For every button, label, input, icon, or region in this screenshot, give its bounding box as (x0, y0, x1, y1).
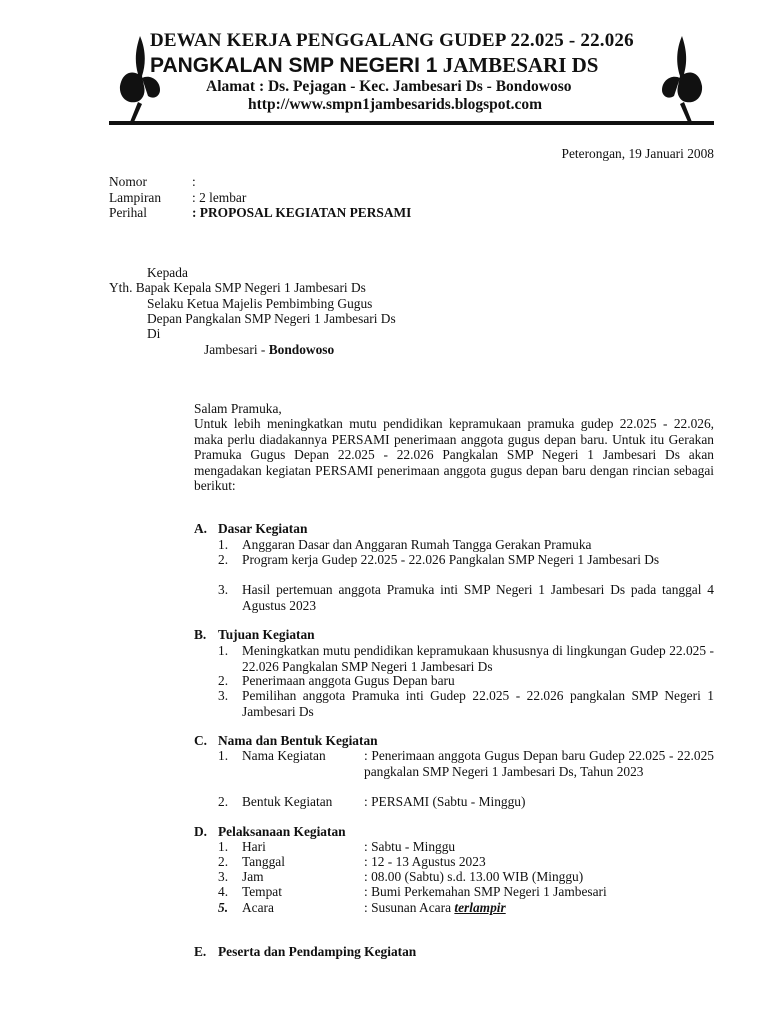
list-item-number: 2. (218, 552, 229, 567)
recipient-kepada: Kepada (147, 265, 188, 280)
list-item-text: Anggaran Dasar dan Anggaran Rumah Tangga Gerakan Pramuka (242, 537, 592, 552)
section-c-title (194, 733, 378, 749)
section-c-heading: Nama dan Bentuk Kegiatan (218, 733, 378, 748)
opening-paragraph: Untuk lebih meningkatkan mutu pendidikan kepramukaan pramuka gudep 22.025 - 22.026, maka perlu diadakannya PERSAMI penerimaan anggota gugus depan baru. Untuk itu Gerakan Pramuka Gugus Depan 22.025 - 22.026 Pangkalan SMP Negeri 1 Jambesari Ds akan mengadakan kegiatan PERSAMI penerimaan anggota gugus depan baru dengan rincian sebagai berikut: (194, 416, 714, 494)
letterhead-divider (109, 121, 714, 125)
recipient-city-prefix: Jambesari - (204, 342, 269, 357)
section-e-heading: Peserta dan Pendamping Kegiatan (218, 944, 417, 959)
list-item-value: : Sabtu - Minggu (364, 839, 456, 854)
section-b-title (194, 627, 315, 643)
list-item (218, 673, 714, 689)
list-item-value: : Penerimaan anggota Gugus Depan baru Gudep 22.025 - 22.025 pangkalan SMP Negeri 1 Jambesari Ds, Tahun 2023 (364, 748, 714, 779)
list-item (218, 537, 714, 553)
list-item-value: : PERSAMI (Sabtu - Minggu) (364, 794, 526, 809)
list-item (218, 900, 714, 916)
list-item-label: Acara (242, 900, 274, 915)
meta-nomor-label: Nomor (109, 174, 147, 189)
list-item-number: 2. (218, 854, 229, 869)
list-item (218, 688, 714, 720)
list-item-text: Penerimaan anggota Gugus Depan baru (242, 673, 455, 688)
list-item-number: 4. (218, 884, 229, 899)
section-e-title (194, 944, 416, 960)
recipient-city (204, 342, 334, 358)
recipient-line-4: Di (147, 326, 161, 341)
list-item-label: Bentuk Kegiatan (242, 794, 333, 809)
list-item-label: Nama Kegiatan (242, 748, 326, 763)
list-item-label: Tempat (242, 884, 282, 899)
section-a-letter: A. (194, 521, 208, 536)
letter-date: Peterongan, 19 Januari 2008 (561, 146, 714, 161)
letterhead-school-name: PANGKALAN SMP NEGERI 1 (150, 54, 438, 77)
meta-nomor (109, 174, 196, 190)
list-item (218, 643, 714, 675)
meta-perihal-label: Perihal (109, 205, 147, 220)
section-d-title (194, 824, 346, 840)
list-item-number: 1. (218, 537, 229, 552)
letterhead-school (150, 53, 598, 78)
section-c-letter: C. (194, 733, 208, 748)
list-item (218, 884, 714, 900)
recipient-line-3: Depan Pangkalan SMP Negeri 1 Jambesari Ds (147, 311, 396, 326)
recipient-city-bold: Bondowoso (268, 342, 335, 357)
list-item (218, 839, 714, 855)
list-item-value-emphasis: terlampir (454, 900, 506, 915)
list-item (218, 552, 714, 584)
list-item-number: 5. (218, 900, 229, 915)
section-a-heading: Dasar Kegiatan (218, 521, 308, 536)
list-item-text: Pemilihan anggota Pramuka inti Gudep 22.025 - 22.026 pangkalan SMP Negeri 1 Jambesari Ds (242, 688, 714, 719)
list-item-value-text: : Susunan Acara (364, 900, 455, 915)
list-item-value (364, 900, 714, 916)
list-item (218, 854, 714, 870)
list-item (218, 794, 714, 810)
list-item-value: : 08.00 (Sabtu) s.d. 13.00 WIB (Minggu) (364, 869, 584, 884)
list-item-text: Hasil pertemuan anggota Pramuka inti SMP Negeri 1 Jambesari Ds pada tanggal 4 Agustus 2023 (242, 582, 714, 613)
list-item (218, 869, 714, 885)
section-d-heading: Pelaksanaan Kegiatan (218, 824, 346, 839)
list-item-value: : Bumi Perkemahan SMP Negeri 1 Jambesari (364, 884, 607, 899)
meta-nomor-value: : (192, 174, 196, 189)
list-item (218, 582, 714, 614)
meta-lampiran-label: Lampiran (109, 190, 162, 205)
meta-perihal-value: : PROPOSAL KEGIATAN PERSAMI (192, 205, 412, 220)
list-item-value: : 12 - 13 Agustus 2023 (364, 854, 486, 869)
recipient-line-2: Selaku Ketua Majelis Pembimbing Gugus (147, 296, 373, 311)
letterhead-website: http://www.smpn1jambesarids.blogspot.com (248, 96, 543, 113)
list-item-number: 3. (218, 582, 229, 597)
section-b-letter: B. (194, 627, 207, 642)
section-d-letter: D. (194, 824, 208, 839)
list-item-label: Jam (242, 869, 264, 884)
list-item-number: 2. (218, 673, 229, 688)
opening-greeting: Salam Pramuka, (194, 401, 282, 416)
list-item-text: Meningkatkan mutu pendidikan kepramukaan khususnya di lingkungan Gudep 22.025 - 22.026 Pangkalan SMP Negeri 1 Jambesari Ds (242, 643, 714, 674)
letterhead-school-location: JAMBESARI DS (442, 53, 599, 77)
section-a-title (194, 521, 307, 537)
recipient-yth: Yth. Bapak Kepala SMP Negeri 1 Jambesari Ds (109, 280, 366, 295)
list-item-number: 1. (218, 748, 229, 763)
meta-perihal (109, 205, 411, 221)
list-item-label: Hari (242, 839, 266, 854)
letterhead-address: Alamat : Ds. Pejagan - Kec. Jambesari Ds - Bondowoso (206, 78, 572, 95)
list-item-number: 1. (218, 839, 229, 854)
list-item-number: 1. (218, 643, 229, 658)
letterhead-organization: DEWAN KERJA PENGGALANG GUDEP 22.025 - 22.026 (150, 30, 634, 51)
list-item-text: Program kerja Gudep 22.025 - 22.026 Pangkalan SMP Negeri 1 Jambesari Ds (242, 552, 660, 567)
list-item-label: Tanggal (242, 854, 285, 869)
list-item-number: 3. (218, 688, 229, 703)
meta-lampiran-value: : 2 lembar (192, 190, 247, 205)
section-e-letter: E. (194, 944, 207, 959)
meta-lampiran (109, 190, 246, 206)
section-b-heading: Tujuan Kegiatan (218, 627, 315, 642)
list-item-number: 3. (218, 869, 229, 884)
scout-emblem-right-icon (658, 34, 706, 124)
list-item-number: 2. (218, 794, 229, 809)
list-item (218, 748, 714, 796)
